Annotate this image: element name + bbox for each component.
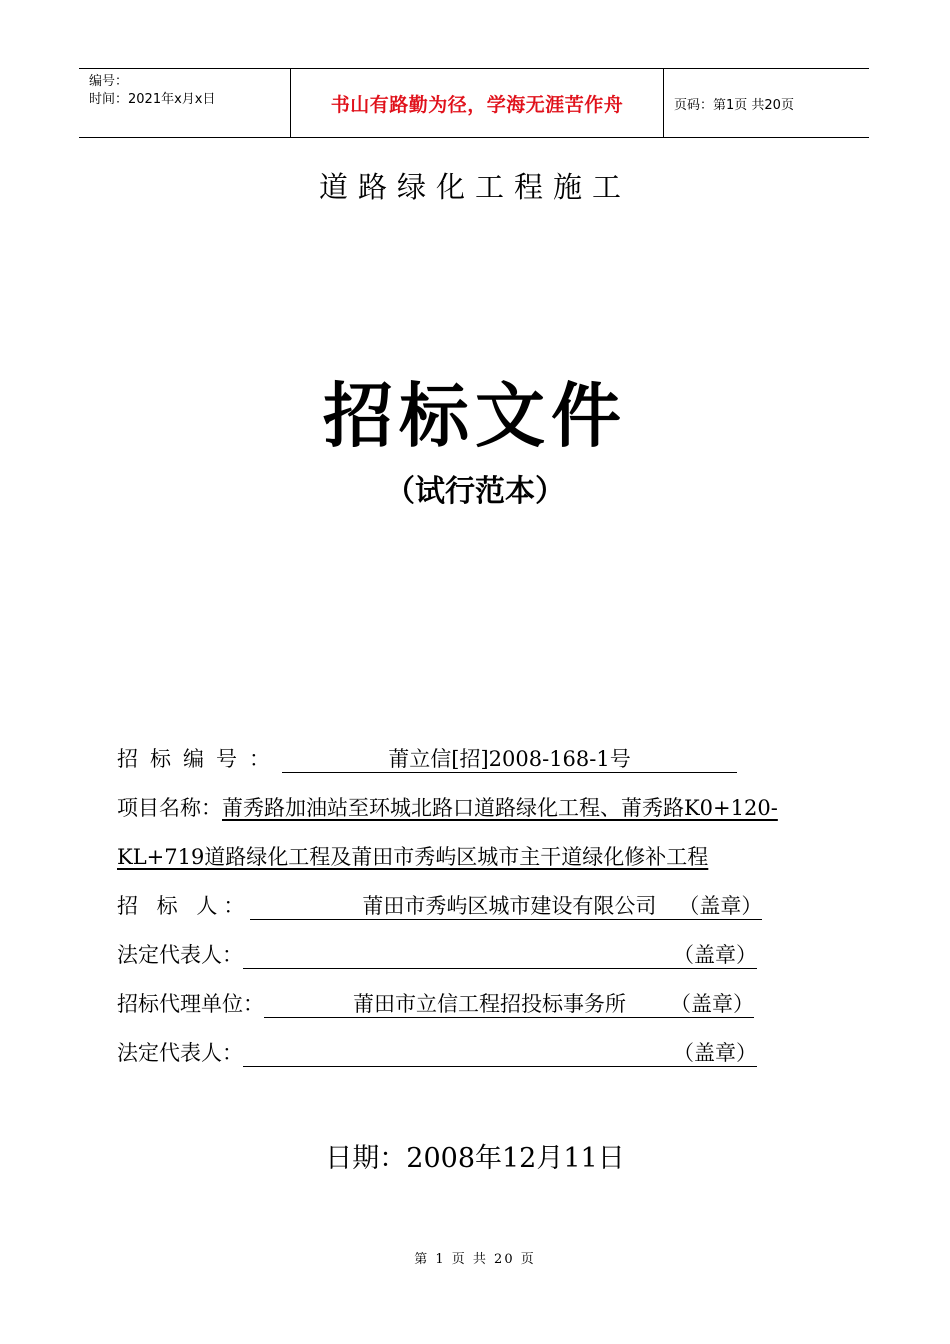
agency-label: 招标代理单位： xyxy=(117,992,264,1016)
bid-number-value-line xyxy=(282,746,737,773)
tenderer-line xyxy=(250,893,762,920)
time-label: 时间：2021年x月x日 xyxy=(89,92,216,107)
page-info: 页码：第1页 共20页 xyxy=(674,97,794,113)
legal-rep-line-2 xyxy=(243,1040,757,1067)
header-meta-cell xyxy=(79,69,291,137)
document-subtitle: （试行范本） xyxy=(385,474,565,509)
motto: 书山有路勤为径，学海无涯苦作舟 xyxy=(291,69,664,137)
legal-rep-label-1: 法定代表人： xyxy=(117,943,243,967)
tenderer-seal: （盖章） xyxy=(678,894,763,918)
bid-number-value: 莆立信[招]2008-168-1号 xyxy=(388,747,631,771)
document-date: 日期：2008年12月11日 xyxy=(325,1143,625,1174)
page-footer: 第 1 页 共 20 页 xyxy=(414,1252,536,1267)
agency-line xyxy=(264,991,754,1018)
project-name-row xyxy=(117,784,847,833)
bid-number-row xyxy=(117,735,847,784)
legal-rep-line-1 xyxy=(243,942,757,969)
legal-rep-label-2: 法定代表人： xyxy=(117,1041,243,1065)
document-title: 招标文件 xyxy=(323,375,627,457)
legal-rep-seal-1: （盖章） xyxy=(673,943,757,967)
document-subject: 道路绿化工程施工 xyxy=(318,170,631,204)
cover-fields xyxy=(117,735,847,1078)
agency-row xyxy=(117,980,847,1029)
tenderer-value: 莆田市秀屿区城市建设有限公司 xyxy=(362,894,657,918)
legal-rep-row-2 xyxy=(117,1029,847,1078)
tenderer-label: 招 标 人： xyxy=(117,894,251,918)
project-name-line2: KL+719道路绿化工程及莆田市秀屿区城市主干道绿化修补工程 xyxy=(117,845,709,869)
legal-rep-seal-2: （盖章） xyxy=(673,1041,757,1065)
project-name-row-2 xyxy=(117,833,847,882)
bid-number-label: 招标编号： xyxy=(117,747,282,771)
project-name-label: 项目名称： xyxy=(117,796,222,820)
header-table xyxy=(79,68,869,138)
legal-rep-row-1 xyxy=(117,931,847,980)
agency-seal: （盖章） xyxy=(670,992,754,1016)
project-name-line1: 莆秀路加油站至环城北路口道路绿化工程、莆秀路K0+120- xyxy=(222,796,778,820)
agency-value: 莆田市立信工程招投标事务所 xyxy=(353,992,626,1016)
number-label: 编号： xyxy=(89,74,129,89)
tenderer-row xyxy=(117,882,847,931)
